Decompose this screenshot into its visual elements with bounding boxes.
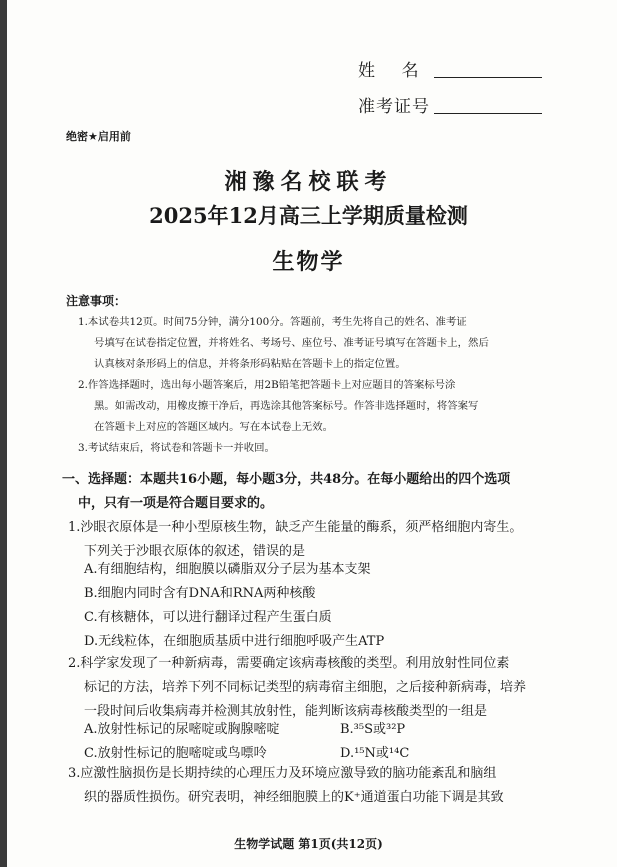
- notice-line: 2.作答选择题时，选出每小题答案后，用2B铅笔把答题卡上对应题目的答案标号涂: [78, 379, 456, 391]
- page-footer: 生物学试题 第1页(共12页): [234, 837, 383, 851]
- notice-line: 3.考试结束后，将试卷和答题卡一并收回。: [78, 442, 275, 454]
- q2-option-b: B.³⁵S或³²P: [340, 722, 406, 737]
- subject-title: 生物学: [272, 249, 345, 275]
- notice-line: 1.本试卷共12页。时间75分钟，满分100分。答题前，考生先将自己的姓名、准考证: [78, 316, 467, 328]
- question-2-stem-cont: 一段时间后收集病毒并检测其放射性，能判断该病毒核酸类型的一组是: [84, 704, 488, 719]
- q2-option-d: D.¹⁵N或¹⁴C: [340, 746, 410, 761]
- q2-option-c: C.放射性标记的胞嘧啶或鸟嘌呤: [84, 746, 267, 761]
- scan-edge: [0, 0, 7, 867]
- question-3-stem: 3.应激性脑损伤是长期持续的心理压力及环境应激导致的脑功能紊乱和脑组: [68, 766, 497, 781]
- section-heading-cont: 中，只有一项是符合题目要求的。: [78, 496, 274, 511]
- exam-subtitle: 2025年12月高三上学期质量检测: [149, 203, 468, 228]
- notice-line: 在答题卡上对应的答题区域内。写在本试卷上无效。: [94, 421, 333, 433]
- notice-heading: 注意事项：: [66, 294, 127, 308]
- notice-line: 号填写在试卷指定位置，并将姓名、考场号、座位号、准考证号填写在答题卡上，然后: [94, 337, 489, 349]
- q2-option-a: A.放射性标记的尿嘧啶或胸腺嘧啶: [84, 722, 280, 737]
- question-2-stem: 2.科学家发现了一种新病毒，需要确定该病毒核酸的类型。利用放射性同位素: [68, 656, 510, 671]
- name-field: [358, 56, 420, 81]
- q1-option-a: A.有细胞结构，细胞膜以磷脂双分子层为基本支架: [84, 562, 371, 577]
- exam-title: 湘豫名校联考: [224, 169, 393, 195]
- notice-line: 认真核对条形码上的信息，并将条形码粘贴在答题卡上的指定位置。: [94, 358, 406, 370]
- question-2-stem-cont: 标记的方法，培养下列不同标记类型的病毒宿主细胞，之后接种新病毒，培养: [84, 680, 527, 695]
- id-blank[interactable]: [434, 113, 542, 114]
- question-1-stem: 1.沙眼衣原体是一种小型原核生物，缺乏产生能量的酶系，须严格细胞内寄生。: [68, 520, 523, 535]
- section-heading: 一、选择题：本题共16小题，每小题3分，共48分。在每小题给出的四个选项: [62, 472, 511, 487]
- question-1-stem-cont: 下列关于沙眼衣原体的叙述，错误的是: [84, 544, 306, 559]
- secret-mark: 绝密★启用前: [66, 130, 131, 143]
- id-field: [358, 92, 430, 117]
- question-3-stem-cont: 织的器质性损伤。研究表明，神经细胞膜上的K⁺通道蛋白功能下调是其致: [84, 790, 504, 805]
- name-label: 姓 名: [358, 61, 420, 81]
- notice-line: 黑。如需改动，用橡皮擦干净后，再选涂其他答案标号。作答非选择题时，将答案写: [94, 400, 479, 412]
- q1-option-b: B.细胞内同时含有DNA和RNA两种核酸: [84, 586, 316, 601]
- name-blank[interactable]: [434, 77, 542, 78]
- id-label: 准考证号: [358, 97, 430, 117]
- q1-option-d: D.无线粒体，在细胞质基质中进行细胞呼吸产生ATP: [84, 634, 385, 649]
- q1-option-c: C.有核糖体，可以进行翻译过程产生蛋白质: [84, 610, 332, 625]
